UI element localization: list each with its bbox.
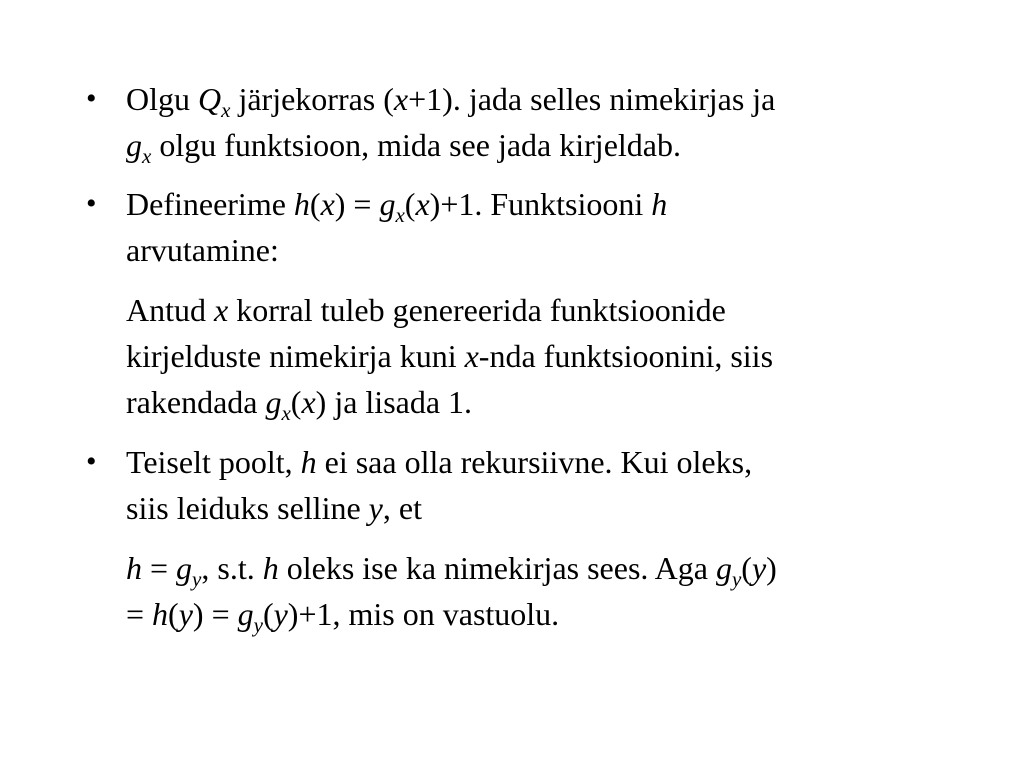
bullet-item-3: [126, 439, 956, 531]
bullet-3: •: [86, 445, 97, 478]
paragraph-computation: [126, 287, 956, 425]
text-line: = $h(y) = g_y(y)+1$, mis on vastuolu.: [126, 596, 560, 637]
bullet-2: •: [86, 187, 97, 220]
text-line: rakendada $g_x(x)$ ja lisada 1.: [126, 384, 473, 425]
text-line: arvutamine:: [126, 232, 279, 268]
text-line: Olgu $Q_x$ järjekorras (x+1). jada selles nimekirjas ja: [126, 81, 776, 122]
text-line: Antud x korral tuleb genereerida funktsioonide: [126, 292, 726, 328]
text-line: Defineerime $h(x) = g_x(x)+1$. Funktsiooni h: [126, 186, 668, 227]
bullet-1: •: [86, 82, 97, 115]
text-line: Teiselt poolt, h ei saa olla rekursiivne. Kui oleks,: [126, 444, 753, 480]
paragraph-contradiction: [126, 545, 956, 637]
bullet-item-1: [126, 76, 956, 168]
text-line: $h = g_y$, s.t. h oleks ise ka nimekirjas sees. Aga $g_y(y)$: [126, 550, 777, 591]
text-line: $g_x$ olgu funktsioon, mida see jada kirjeldab.: [126, 127, 681, 168]
bullet-item-2: [126, 181, 956, 273]
text-line: siis leiduks selline y, et: [126, 490, 422, 526]
text-line: kirjelduste nimekirja kuni x-nda funktsioonini, siis: [126, 338, 774, 374]
